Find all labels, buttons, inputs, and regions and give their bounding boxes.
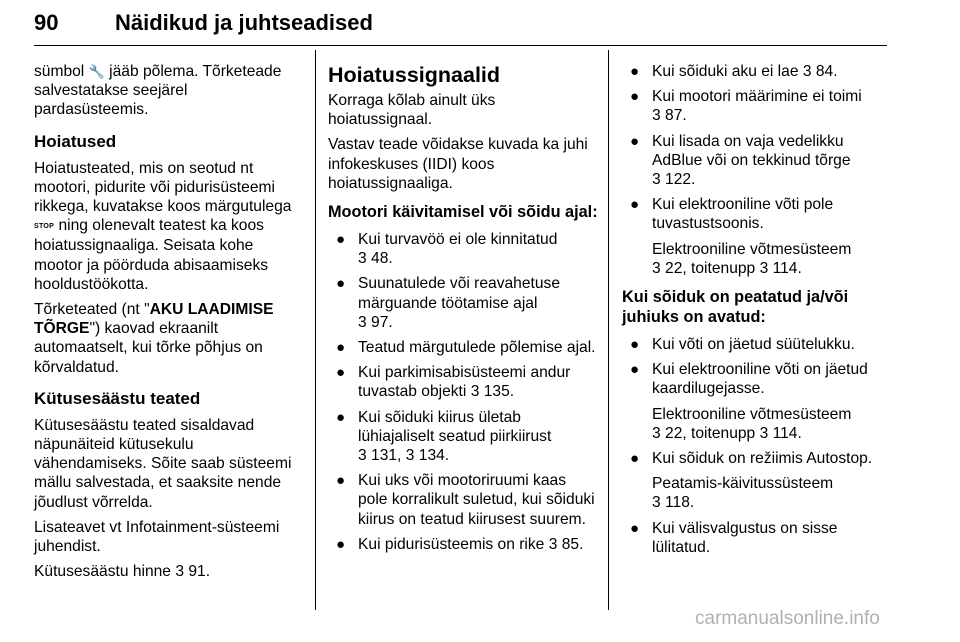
page-ref-icon: 3 (652, 171, 661, 189)
page-ref-icon: 3 (548, 535, 558, 553)
list-item: ● Kui uks või mootoriruumi kaas pole korralikult suletud, kui sõiduki kiirus on teatud kiirusest suurem. (336, 472, 595, 528)
paragraph: Hoiatusteated, mis on seotud nt mootori, pidurite või pidurisüsteemi rikkega, kuvatakse koos märgutulega STOP ning olenevalt teatest ka koos hoiatussignaaliga. Seisata kohe mootor ja pöörduda abisaamiseks hooldustöökotta. (34, 159, 292, 293)
list-item: ● Kui sõiduk on režiimis Autostop. (630, 450, 873, 468)
paragraph: Korraga kõlab ainult üks hoiatussignaal. (328, 92, 496, 129)
paragraph: Tõrketeated (nt "AKU LAADIMISE TÕRGE") kaovad ekraanilt automaatselt, kui tõrke põhjus on kõrvaldatud. (34, 301, 274, 376)
watermark: carmanualsonline.info (695, 608, 880, 629)
page-ref[interactable]: 114. (772, 259, 802, 277)
page-ref[interactable]: 48. (371, 250, 393, 268)
bullet-icon: ● (336, 408, 346, 426)
bullet-list (622, 519, 892, 557)
page-ref-icon: 3 (175, 563, 185, 581)
list-item: ● Kui võti on jäetud süütelukku. (630, 336, 855, 354)
list-item: ● Kui mootori määrimine ei toimi 3 87. (630, 88, 862, 125)
bullet-icon: ● (630, 361, 640, 379)
bullet-icon: ● (630, 519, 640, 537)
page-header (34, 6, 887, 46)
list-item: ● Kui välisvalgustus on sisse lülitatud. (630, 519, 838, 556)
page-ref-icon: 3 (652, 424, 661, 442)
list-item: ● Kui turvavöö ei ole kinnitatud 3 48. (336, 231, 558, 268)
heading-hoiatused: Hoiatused (34, 131, 117, 151)
intro-paragraph: sümbol 🔧 jääb põlema. Tõrketeade salvestatakse seejärel pardasüsteemis. (34, 63, 282, 119)
page-ref[interactable]: 91. (188, 563, 211, 581)
page-ref-icon: 3 (652, 259, 661, 277)
bullet-icon: ● (630, 88, 640, 106)
page-ref[interactable]: 22, toitenupp (665, 424, 756, 442)
paragraph: Vastav teade võidakse kuvada ka juhi infokeskuses (IIDI) koos hoiatussignaaliga. (328, 136, 588, 192)
subheading-parked: Kui sõiduk on peatatud ja/või juhiuks on avatud: (622, 288, 849, 327)
stop-icon: STOP (34, 223, 55, 231)
wrench-icon: 🔧 (88, 64, 105, 79)
page-ref-icon: 3 (358, 447, 367, 465)
page-ref-icon: 3 (759, 424, 769, 442)
bullet-icon: ● (630, 336, 640, 354)
bullet-icon: ● (630, 132, 640, 150)
bullet-list (328, 230, 598, 554)
page-ref-icon: 3 (652, 107, 661, 125)
page-ref[interactable]: 97. (371, 313, 393, 331)
list-item: ● Kui lisada on vaja vedelikku AdBlue või on tekkinud tõrge 3 122. (630, 132, 851, 189)
column-2 (328, 62, 598, 560)
column-1 (34, 62, 302, 587)
page-ref-icon: 3 (358, 250, 367, 268)
page-ref[interactable]: 85. (561, 535, 584, 553)
bullet-list (622, 449, 892, 468)
subheading-start: Mootori käivitamisel või sõidu ajal: (328, 203, 598, 222)
list-item: ● Kui sõiduki kiirus ületab lühiajaliselt seatud piirkiirust 3 131, 3 134. (336, 408, 552, 465)
page-ref-icon: 3 (405, 447, 415, 465)
message-text: AKU LAADIMISE TÕRGE (34, 301, 274, 338)
bullet-icon: ● (630, 63, 640, 80)
paragraph: Lisateavet vt Infotainment-süsteemi juhendist. (34, 518, 280, 556)
paragraph: Elektrooniline võtmesüsteem 3 22, toitenupp 3 114. (652, 240, 852, 277)
list-item: ● Teatud märgutulede põlemise ajal. (336, 339, 596, 357)
page-ref[interactable]: 84. (815, 63, 838, 80)
page-ref-icon: 3 (652, 494, 661, 512)
bullet-list (622, 335, 892, 399)
page-ref[interactable]: 131, (371, 447, 402, 465)
bullet-list (622, 62, 892, 234)
bullet-icon: ● (336, 364, 346, 382)
page-ref[interactable]: 22, toitenupp (665, 259, 756, 277)
bullet-icon: ● (336, 339, 346, 357)
page-ref-icon: 3 (358, 313, 367, 331)
heading-kytusesaast: Kütusesäästu teated (34, 388, 201, 408)
bullet-icon: ● (630, 196, 640, 214)
column-3 (622, 62, 892, 563)
list-item: ● Kui pidurisüsteemis on rike 3 85. (336, 535, 584, 553)
list-item: ● Suunatulede või reavahetuse märguande töötamise ajal 3 97. (336, 275, 561, 331)
paragraph: Elektrooniline võtmesüsteem 3 22, toitenupp 3 114. (652, 405, 852, 442)
page-number: 90 (34, 10, 59, 35)
paragraph: Peatamis-käivitussüsteem 3 118. (652, 475, 834, 512)
page-ref[interactable]: 87. (665, 107, 687, 125)
bullet-icon: ● (336, 275, 346, 293)
page-ref-icon: 3 (802, 63, 812, 80)
page-ref[interactable]: 118. (665, 494, 695, 512)
chapter-title: Näidikud ja juhtseadised (115, 10, 373, 35)
bullet-icon: ● (336, 472, 346, 490)
list-item: ● Kui sõiduki aku ei lae 3 84. (630, 63, 838, 80)
page-ref[interactable]: 122. (665, 171, 696, 189)
list-item: ● Kui parkimisabisüsteemi andur tuvastab objekti 3 135. (336, 364, 571, 401)
bullet-icon: ● (336, 535, 346, 553)
heading-hoiatussignaalid: Hoiatussignaalid (328, 63, 501, 87)
list-item: ● Kui elektrooniline võti on jäetud kaardilugejasse. (630, 361, 868, 398)
list-item: ● Kui elektrooniline võti pole tuvastustsoonis. (630, 196, 834, 233)
column-divider (315, 50, 316, 610)
page-ref[interactable]: 134. (418, 447, 450, 465)
page-ref-icon: 3 (759, 259, 769, 277)
page-ref-icon: 3 (470, 383, 480, 401)
column-divider (608, 50, 609, 610)
paragraph: Kütusesäästu hinne 3 91. (34, 563, 211, 581)
page-ref[interactable]: 114. (772, 424, 802, 442)
page-ref[interactable]: 135. (483, 383, 515, 401)
paragraph: Kütusesäästu teated sisaldavad näpunäiteid kütusekulu vähendamiseks. Sõite saab süsteemi mällu salvestada, et saaksite nende jõudlust võrrelda. (34, 416, 292, 511)
bullet-icon: ● (630, 450, 640, 468)
bullet-icon: ● (336, 231, 346, 249)
